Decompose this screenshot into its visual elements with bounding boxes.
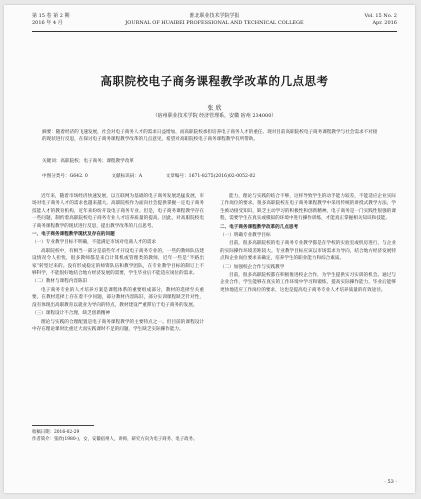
body-paragraph: 理论与实践的合理配置是电子商务课程教学的主要特点之一。但目前的课程设计中存在理论课时比重过大而实践课时不足的问题，学生缺乏实际操作能力。	[32, 319, 204, 332]
running-header	[32, 13, 397, 32]
header-vol-en: Vol. 15 No. 2 Apr. 2016	[364, 13, 397, 26]
body-paragraph: 高职院校中，有相当一部分是前些年才开设电子商务专业的，一些的教师队伍建设情况令人担忧，很多教师都是来自计算机或管理类的教师，近年一些是“半路出家”转型过来的。没有形成稳定的师资队伍和教学团队，在专业教学目标的制订上不够科学，不能很好地结合地方经济发展的需要，学生毕业后不能适应岗位的需求。	[32, 248, 204, 277]
body-paragraph: 近年来，随着市场经济快速发展，以互联网为基础的电子商务发展迅猛发展，市场对电子商务人才的需求也越来越大。高职院校作为面向社会提供掌握一定电子商务技能人才的教育机构，近年来纷纷开设电子商务专业。但是，电子商务课程教学存在一些问题，制约着高职院校电子商务专业人才培养质量的提高。因此，对高职院校电子商务课程教学的现状进行反思，提出教学改革的几点思考。	[32, 194, 204, 229]
journal-page	[4, 5, 415, 493]
keywords: 关键词：高职院校；电子商务；课程教学改革	[42, 159, 134, 164]
paper-affiliation: （宿州职业技术学院 经济管理系，安徽 宿州 234000）	[152, 113, 277, 119]
header-volume: 第 15 卷 第 2 期 2016 年 4 月	[32, 13, 70, 26]
body-paragraph: 目前，很多高职院校都在积极推进校企合作，为学生提供实习实训的机会。通过与企业合作，学生能够在真实的工作环境中学习和锻炼，提高实际操作能力，毕业后能够更快地适应工作岗位的要求，这也是提高电子商务专业人才培养质量的有效途径。	[220, 273, 396, 293]
body-paragraph: 电子商务专业的人才培养方案是课程体系的重要组成部分，教材的选择至关重要。在教材选择上存在着不少问题，部分教材内容陈旧，部分实训课程缺乏针对性，没有体现出高职教育以就业为导向的特点，教材建设严重滞后于电子商务的发展。	[32, 287, 204, 308]
article-number: 文章编号：1671-8275(2016)02-0052-02	[165, 174, 256, 179]
section-heading: 一、电子商务课程教学现状及存在的问题	[32, 232, 115, 238]
footnote	[32, 429, 207, 443]
subsection-heading: （一）明确专业教学目标	[220, 233, 271, 239]
subsection-heading: （二）教材与课程内容陈旧	[32, 279, 88, 285]
paper-title: 高职院校电子商务课程教学改革的几点思考	[100, 74, 329, 88]
abstract: 摘要：随着经济的飞速发展，社会对电子商务人才的需求日益增加，而高职院校承担培养电子商务人才的重任。现对目前高职院校电子商务课程教学与社会需求不对接的现状进行反思，在探讨电子商务课程教学改革的几点意见，希望对高职院校电子商务课程教学有所帮助。	[42, 130, 378, 143]
document-code: 文献标识码：A	[111, 174, 143, 179]
page-number: · 53 ·	[384, 479, 397, 485]
clc-number: 中图分类号：G642. 0	[42, 174, 88, 179]
subsection-heading: （一）专业教学目标不明确，不能满足市场对电商人才的需求	[32, 240, 157, 246]
subsection-heading: （二）加强校企合作与实践教学	[220, 264, 285, 270]
classification-line	[42, 173, 381, 180]
received-date: 收稿日期：2016-02-29	[32, 430, 80, 435]
footnote-divider	[32, 425, 94, 426]
author-bio: 作者简介：张欣(1980-)，女，安徽宿州人，讲师，研究方向为电子商务、电子政务。	[32, 437, 198, 442]
body-paragraph: 能力，理论与实践的结合不够，这样导致学生的动手能力较差，不能适应企业实际工作岗位的要求。很多高职院校在电子商务课程教学中采用传统的讲授式教学方法，学生被动接受知识，缺乏主动学习的积极性和创新精神。电子商务是一门实践性很强的课程，需要学生在真实或模拟的环境中进行操作训练，才能真正掌握相关知识和技能。	[220, 194, 396, 222]
body-paragraph: 目前，很多高职院校的电子商务专业教学都是在学校的实验室或机房进行，与企业的实际操作环境差距较大。专业教学目标应该以市场需求为导向，结合地方经济发展特点和企业岗位要求来确定，培养学生的职业能力和综合素质。	[220, 241, 396, 262]
left-column	[32, 193, 204, 333]
paper-author: 张 欣	[207, 105, 222, 112]
section-heading: 二、电子商务课程教学改革的几点思考	[220, 224, 299, 230]
header-journal: 淮北职业技术学院学报 JOURNAL OF HUAIBEI PROFESSIONAL AND TECHNICAL COLLEGE	[125, 13, 304, 26]
right-column	[220, 193, 396, 294]
subsection-heading: （三）课程设计不合理，缺乏创新精神	[32, 311, 111, 317]
